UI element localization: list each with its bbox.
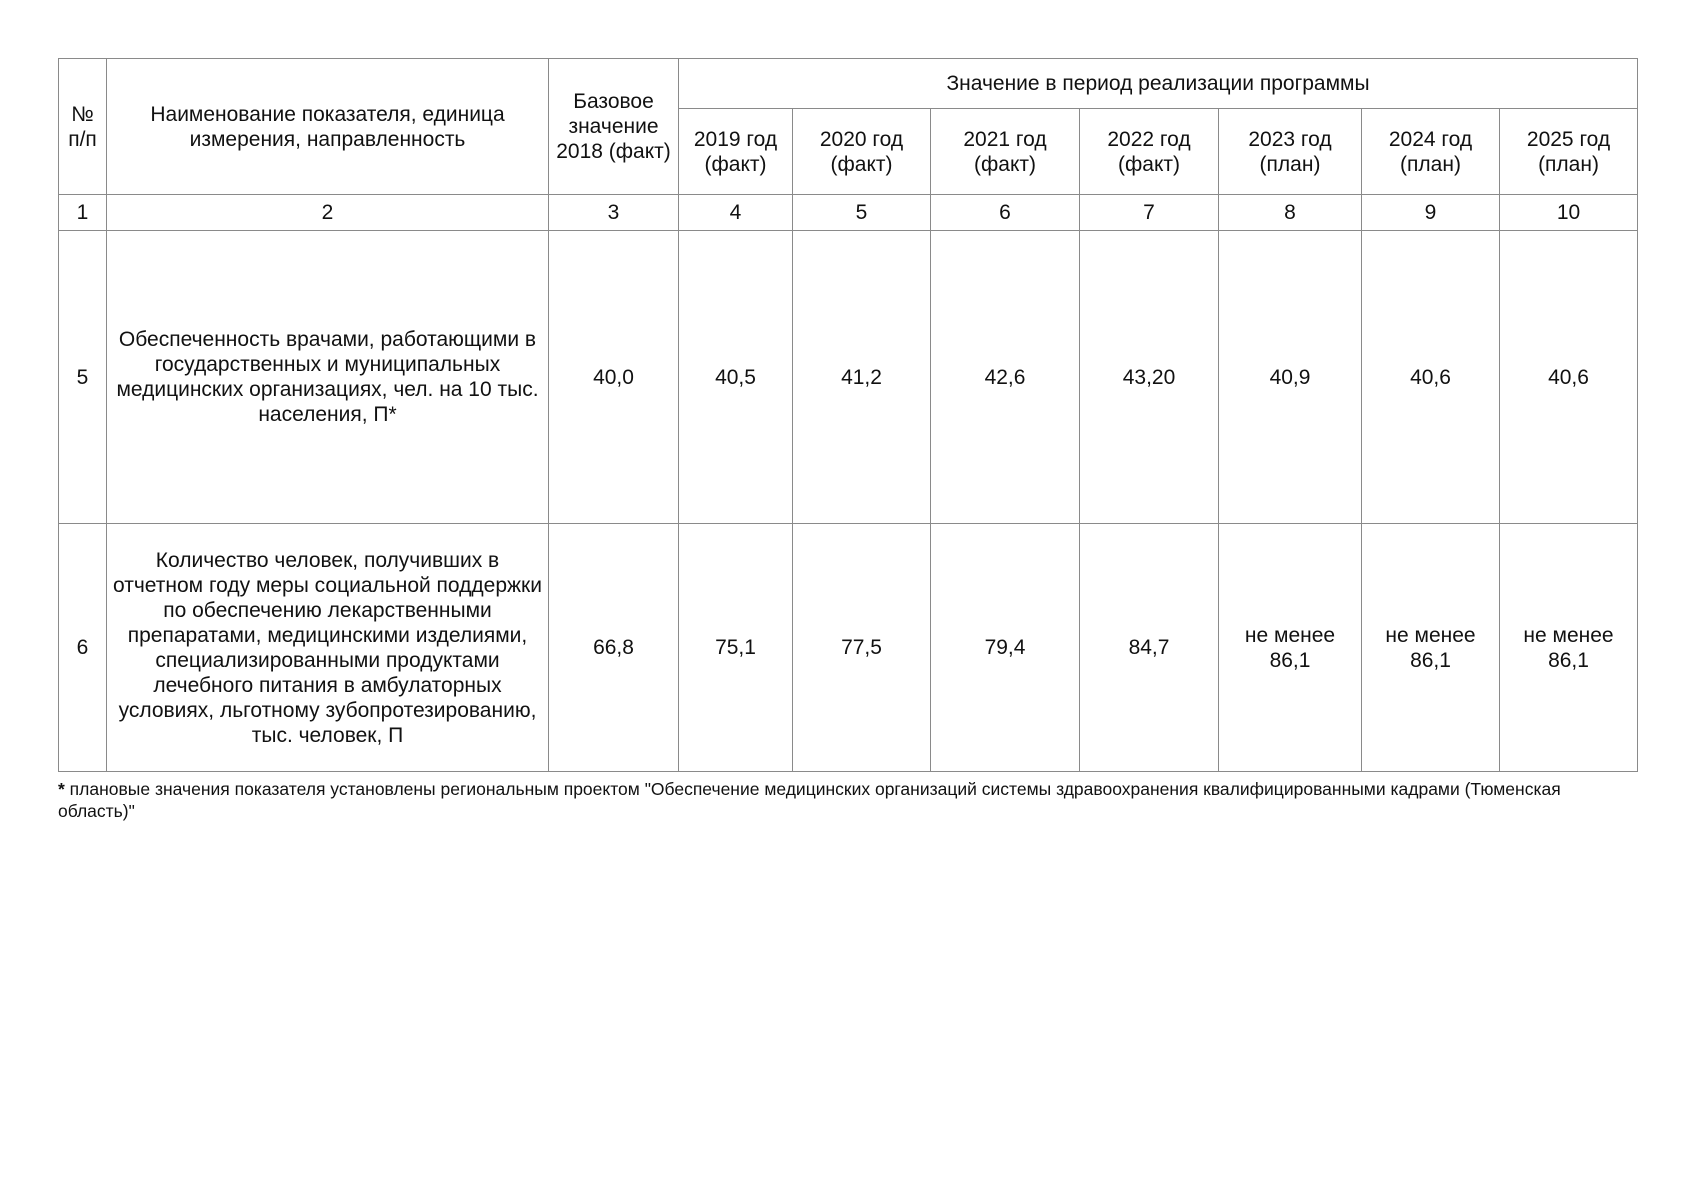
column-number: 7 bbox=[1080, 195, 1219, 231]
indicator-name: Обеспеченность врачами, работающими в государственных и муниципальных медицинских организациях, чел. на 10 тыс. населения, П* bbox=[107, 231, 549, 524]
table-row bbox=[59, 231, 1638, 524]
value-2020: 77,5 bbox=[793, 524, 931, 772]
footnote-text: плановые значения показателя установлены региональным проектом "Обеспечение медицинских организаций системы здравоохранения квалифицированными кадрами (Тюменская область)" bbox=[58, 779, 1561, 821]
value-2024: не менее 86,1 bbox=[1362, 524, 1500, 772]
header-year-2020: 2020 год (факт) bbox=[793, 109, 931, 195]
value-2019: 75,1 bbox=[679, 524, 793, 772]
row-num: 6 bbox=[59, 524, 107, 772]
header-period: Значение в период реализации программы bbox=[679, 59, 1638, 109]
value-2024: 40,6 bbox=[1362, 231, 1500, 524]
value-2019: 40,5 bbox=[679, 231, 793, 524]
header-base-value: Базовое значение 2018 (факт) bbox=[549, 59, 679, 195]
value-2025: не менее 86,1 bbox=[1500, 524, 1638, 772]
header-year-2024: 2024 год (план) bbox=[1362, 109, 1500, 195]
column-number: 2 bbox=[107, 195, 549, 231]
indicator-name: Количество человек, получивших в отчетном году меры социальной поддержки по обеспечению лекарственными препаратами, медицинскими изделиями, специализированными продуктами лечебного питания в амбулаторных условиях, льготному зубопротезированию, тыс. человек, П bbox=[107, 524, 549, 772]
footnote bbox=[58, 778, 1637, 822]
indicators-table bbox=[58, 58, 1638, 772]
footnote-star: * bbox=[58, 779, 65, 799]
value-base-2018: 40,0 bbox=[549, 231, 679, 524]
header-row-top bbox=[59, 59, 1638, 109]
table-row bbox=[59, 524, 1638, 772]
column-number: 1 bbox=[59, 195, 107, 231]
document-page bbox=[58, 58, 1637, 822]
column-number: 6 bbox=[931, 195, 1080, 231]
value-2022: 84,7 bbox=[1080, 524, 1219, 772]
header-year-2019: 2019 год (факт) bbox=[679, 109, 793, 195]
column-number: 4 bbox=[679, 195, 793, 231]
header-name: Наименование показателя, единица измерения, направленность bbox=[107, 59, 549, 195]
header-year-2022: 2022 год (факт) bbox=[1080, 109, 1219, 195]
value-2021: 79,4 bbox=[931, 524, 1080, 772]
column-number: 3 bbox=[549, 195, 679, 231]
column-number: 5 bbox=[793, 195, 931, 231]
row-num: 5 bbox=[59, 231, 107, 524]
value-base-2018: 66,8 bbox=[549, 524, 679, 772]
header-num: № п/п bbox=[59, 59, 107, 195]
header-year-2021: 2021 год (факт) bbox=[931, 109, 1080, 195]
value-2021: 42,6 bbox=[931, 231, 1080, 524]
header-year-2023: 2023 год (план) bbox=[1219, 109, 1362, 195]
value-2025: 40,6 bbox=[1500, 231, 1638, 524]
column-number: 8 bbox=[1219, 195, 1362, 231]
value-2020: 41,2 bbox=[793, 231, 931, 524]
header-year-2025: 2025 год (план) bbox=[1500, 109, 1638, 195]
value-2023: 40,9 bbox=[1219, 231, 1362, 524]
column-number-row bbox=[59, 195, 1638, 231]
column-number: 9 bbox=[1362, 195, 1500, 231]
value-2023: не менее 86,1 bbox=[1219, 524, 1362, 772]
value-2022: 43,20 bbox=[1080, 231, 1219, 524]
column-number: 10 bbox=[1500, 195, 1638, 231]
